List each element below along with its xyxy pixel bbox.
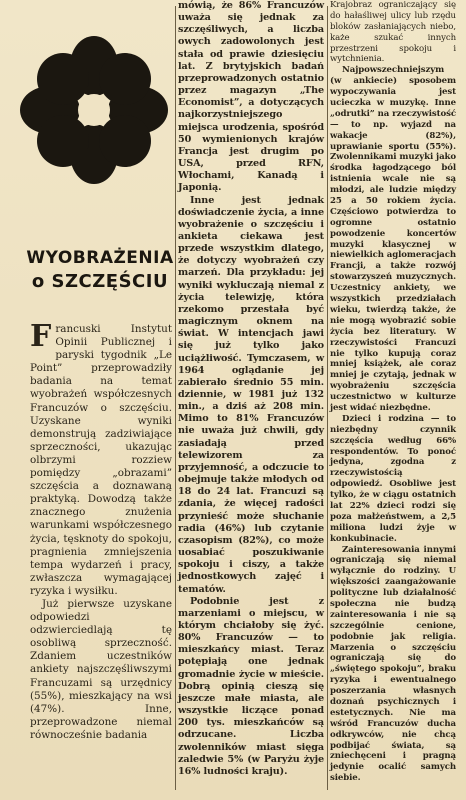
col3-paragraph-3: Dzieci i rodzina — to niezbędny czynnik szczęścia według 66% respondentów. To ponoć jedyna, zgodna z rzeczywistością odpowiedź. Osobliwe jest tylko, że w ciągu ostatnich lat 22% dzieci rodzi się poza małżeństwem, a 2,5 miliona ludzi żyje w konkubinacie. bbox=[330, 413, 456, 544]
drop-cap: F bbox=[30, 319, 52, 354]
column-3 bbox=[330, 0, 456, 784]
col2-paragraph-1: mówią, że 86% Francuzów uważa się jednak za szczęśliwych, a liczba owych zadowolonych jest stała od prawie dziesięciu lat. Z brytyjskich badań przeprowadzonych ostatnio przez magazyn „The Economist”, a dotyczących najkorzystniejszego miejsca urodzenia, spośród 50 wymienionych krajów Francja jest drugim po USA, przed RFN, Włochami, Kanadą i Japonią. bbox=[178, 0, 324, 194]
col2-paragraph-3: Podobnie jest z marzeniami o miejscu, w którym chciałoby się żyć. 80% Francuzów — to mieszkańcy miast. Teraz potępiają one jednak gromadnie życie w mieście. Dobrą opinią cieszą się jeszcze małe miasta, ale wszystkie liczące ponad 200 tys. mieszkańców są odrzucane. Liczba zwolenników miast sięga zaledwie 5% (w Paryżu żyje 16% ludności kraju). bbox=[178, 595, 324, 777]
col3-paragraph-1: Krajobraz ograniczający się do hałaśliwej ulicy lub rzędu bloków zasłaniających niebo, każe szukać innych przestrzeni spokoju i wytchnienia. bbox=[330, 0, 456, 65]
headline-line-1: WYOBRAŻENIA bbox=[26, 248, 174, 268]
col1-paragraph-1: Francuski Instytut Opinii Publicznej i paryski tygodnik „Le Point” przeprowadziły badania na temat wyobrażeń współczesnych Francuzów o szczęściu. Uzyskane wyniki demonstrują zadziwiające sprzeczności, ukazując olbrzymi rozziew pomiędzy „obrazami” szczęścia a doznawaną praktyką. Dowodzą także znacznego znużenia warunkami współczesnego życia, tęsknoty do spokoju, pragnienia zmniejszenia tempa wydarzeń i pracy, zwłaszcza wymagającej ryzyka i wysiłku. bbox=[30, 319, 172, 597]
flower-ornament-icon bbox=[14, 30, 174, 190]
col3-paragraph-4: Zainteresowania innymi ograniczają się niemal wyłącznie do rodziny. U większości zaangażowanie polityczne lub działalność społeczna nie budzą zainteresowania i nie są szczególnie cenione, podobnie jak religia. Marzenia o szczęściu ograniczają się do „świętego spokoju”, braku ryzyka i ewentualnego poszerzania własnych doznań psychicznych i estetycznych. Nie ma wśród Francuzów ducha odkrywców, nie chcą podbijać świata, są zniechęceni i pragną jedynie ocalić samych siebie. bbox=[330, 544, 456, 784]
col1-paragraph-2: Już pierwsze uzyskane odpowiedzi odzwierciedlają tę osobliwą sprzeczność. Zdaniem uczestników ankiety najszczęśliwszymi Francuzami są urzędnicy (55%), mieszkający na wsi (47%). Inne, przeprowadzone niemal równocześnie badania bbox=[30, 597, 172, 741]
column-divider bbox=[175, 6, 176, 790]
headline-line-2: o SZCZĘŚCIU bbox=[31, 271, 169, 292]
column-1 bbox=[30, 319, 172, 742]
column-2 bbox=[178, 0, 324, 778]
column-divider bbox=[327, 6, 328, 790]
col3-paragraph-2: Najpowszechniejszym (w ankiecie) sposobem wypoczywania jest ucieczka w muzykę. Inne „odrutki” na rzeczywistość — to np. wyjazd na wakacje (82%), uprawianie sportu (55%). Zwolennikami muzyki jako środka łagodzącego ból istnienia wcale nie są młodzi, ale ludzie między 25 a 50 rokiem życia. Częściowo potwierdza to ogromne ostatnio powodzenie koncertów muzyki klasycznej w niewielkich aglomeracjach Francji, a także rozwój stowarzyszeń muzycznych. Uczestnicy ankiety, we wszystkich przedziałach wieku, twierdzą także, że nie mogą wyobrazić sobie życia bez literatury. W rzeczywistości Francuzi nie tylko kupują coraz mniej książek, ale coraz mniej je czytają, jednak w wyobrażeniu szczęścia uczestnictwo w kulturze jest widać niezbędne. bbox=[330, 65, 456, 413]
article-headline bbox=[26, 246, 174, 294]
col2-paragraph-2: Inne jest jednak doświadczenie życia, a inne wyobrażenie o szczęściu i ankieta ciekawa jest przede wszystkim dlatego, że dotyczy wyobrażeń czy marzeń. Dla przykładu: jej wyniki wykluczają niemal z życia telewizję, która rzekomo przestała być magicznym oknem na świat. W intencjach jawi się już tylko jako uciążliwość. Tymczasem, w 1964 oglądanie jej zabierało średnio 55 min. dziennie, w 1981 już 132 min., a dziś aż 208 min. Mimo to 81% Francuzów nie uważa już chwili, gdy zasiadają przed telewizorem za przyjemność, a odczucie to obejmuje także młodych od 18 do 24 lat. Francuzi są zdania, że więcej radości przynieść może słuchanie radia (46%) lub czytanie czasopism (82%), co może uosabiać poszukiwanie spokoju i ciszy, a także jednostkowych zajęć i tematów. bbox=[178, 194, 324, 595]
